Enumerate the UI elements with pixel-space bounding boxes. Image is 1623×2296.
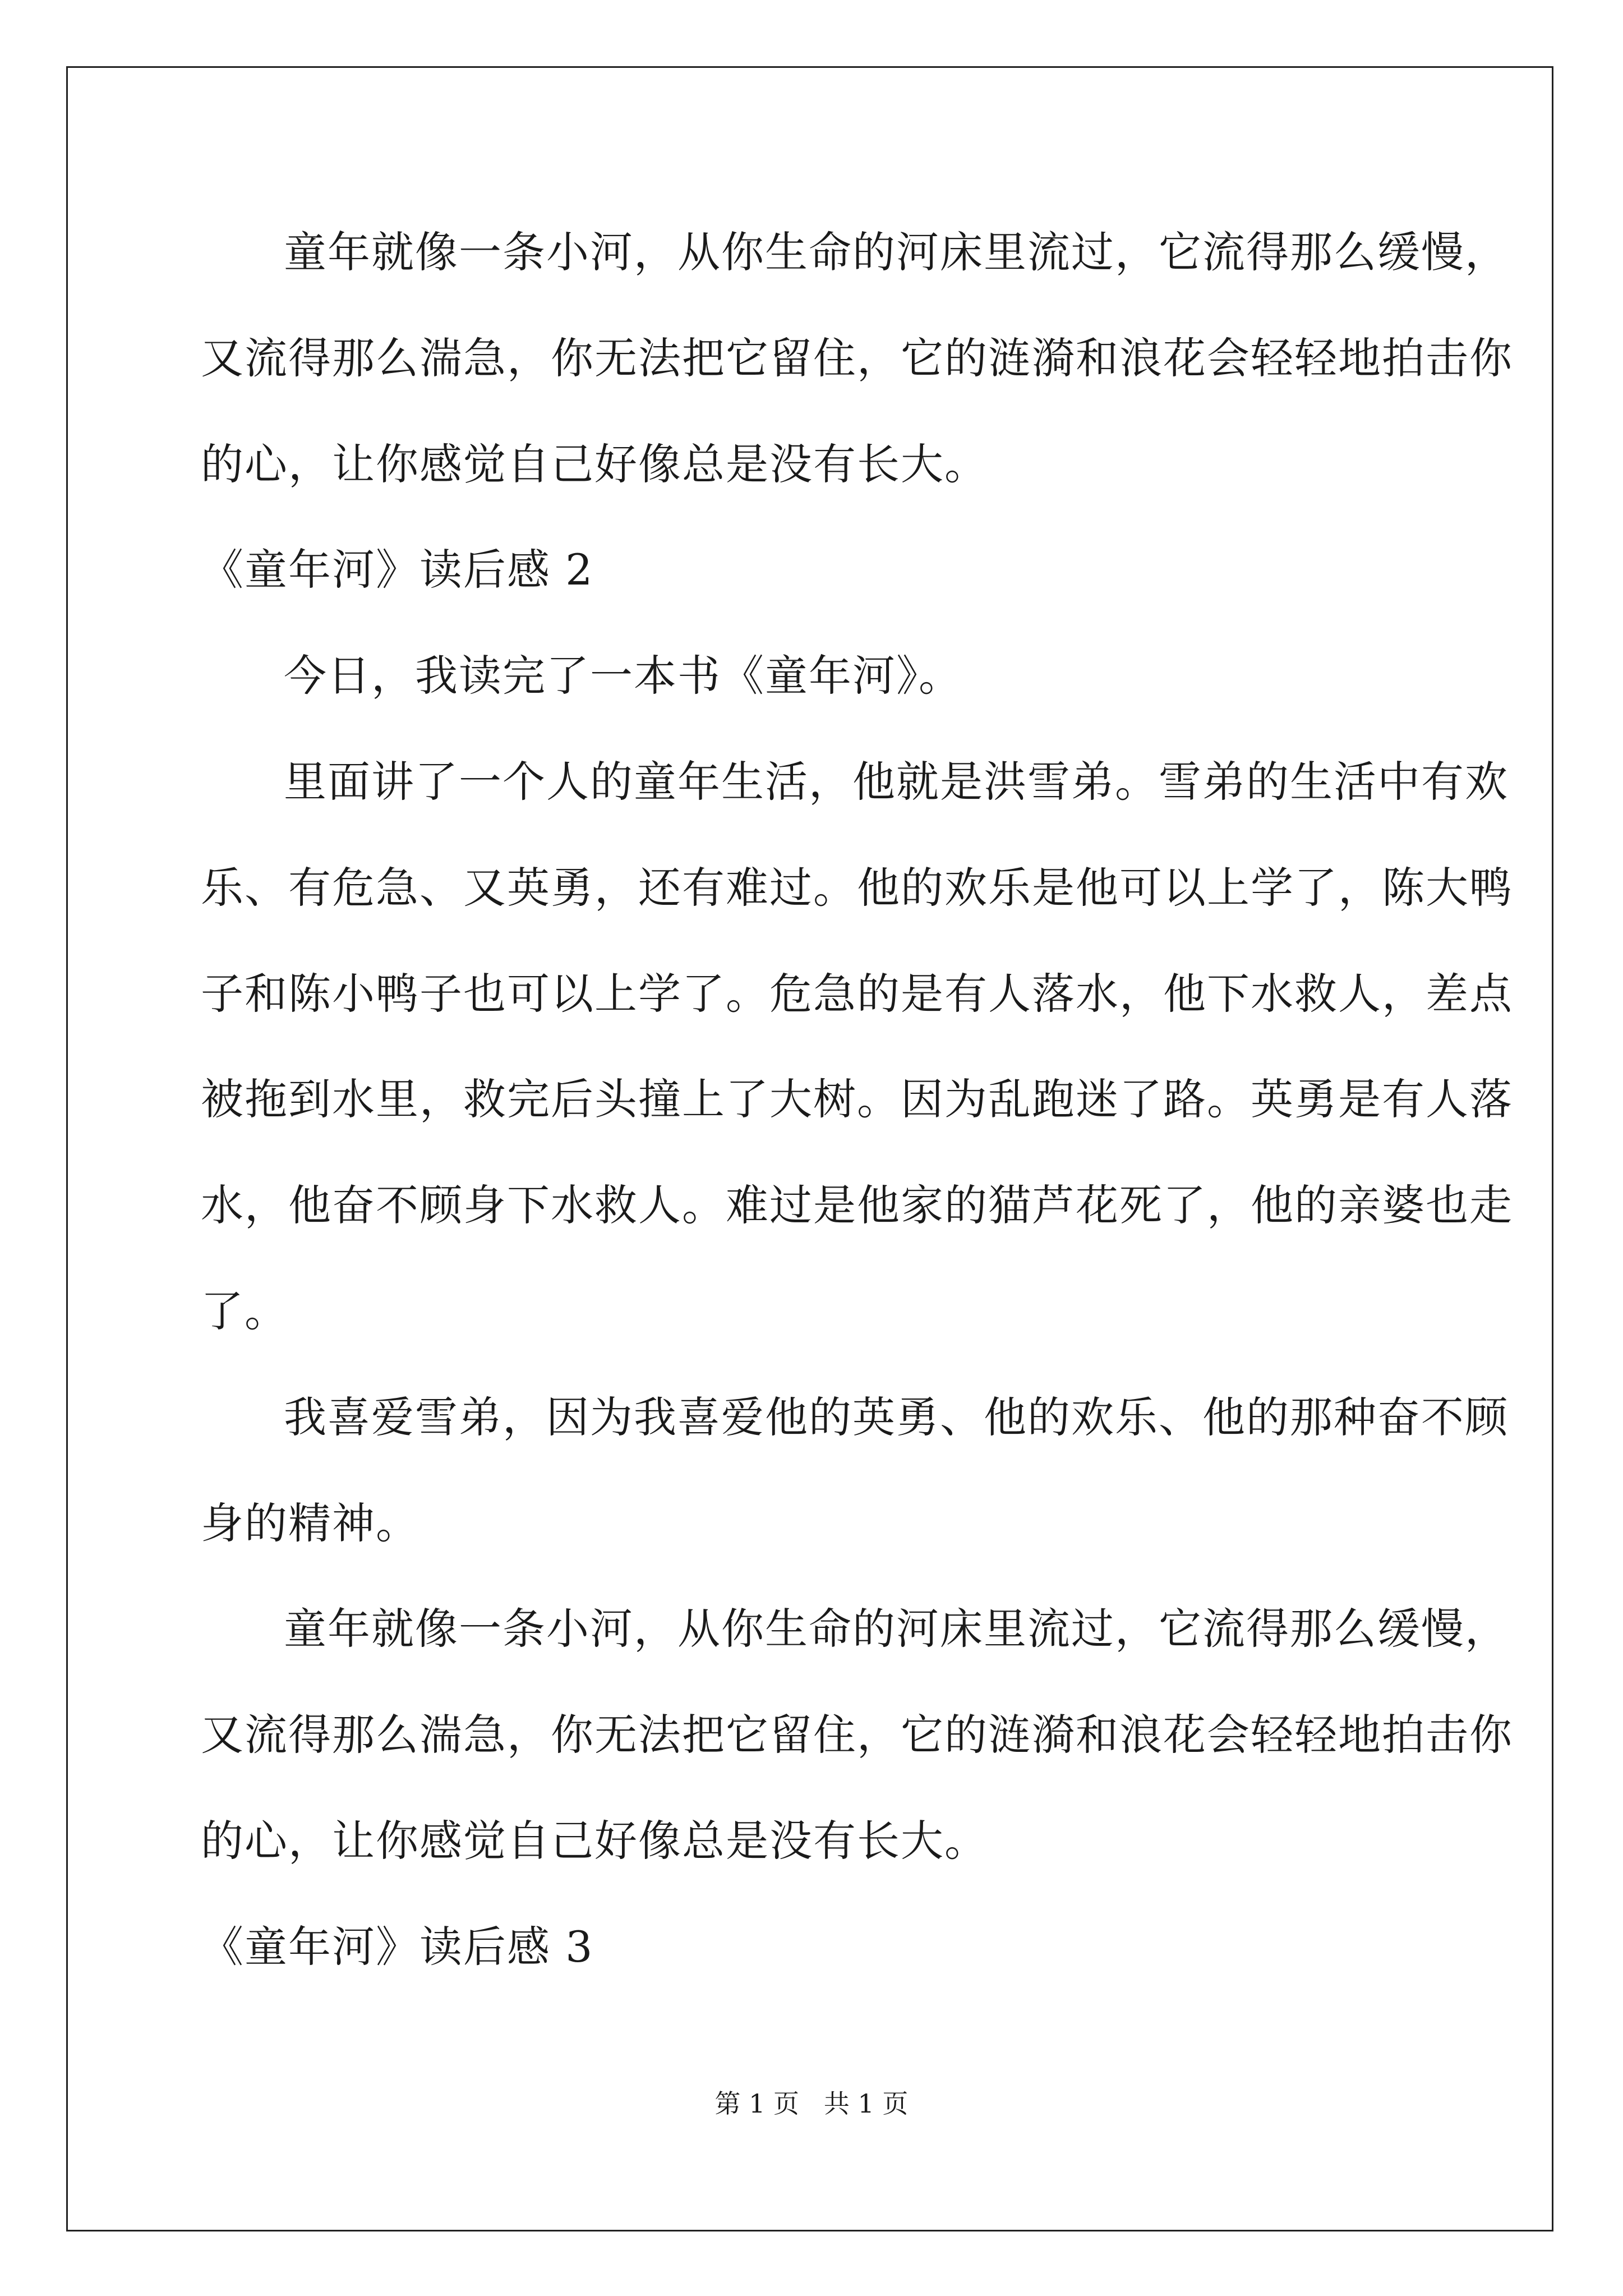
paragraph-line: 童年就像一条小河，从你生命的河床里流过，它流得那么缓慢， <box>284 227 1509 277</box>
section-heading: 《童年河》读后感 3 <box>201 1922 594 1972</box>
paragraph-line: 的心，让你感觉自己好像总是没有长大。 <box>201 439 988 489</box>
paragraph-line: 今日，我读完了一本书《童年河》。 <box>284 651 962 701</box>
paragraph-line: 又流得那么湍急，你无法把它留住，它的涟漪和浪花会轻轻地拍击你 <box>201 333 1513 383</box>
paragraph-line: 身的精神。 <box>201 1498 419 1548</box>
paragraph-line: 被拖到水里，救完后头撞上了大树。因为乱跑迷了路。英勇是有人落 <box>201 1074 1513 1124</box>
paragraph-line: 又流得那么湍急，你无法把它留住，它的涟漪和浪花会轻轻地拍击你 <box>201 1710 1513 1760</box>
paragraph-line: 了。 <box>201 1286 288 1336</box>
paragraph-line: 的心，让你感觉自己好像总是没有长大。 <box>201 1816 988 1866</box>
paragraph-line: 我喜爱雪弟，因为我喜爱他的英勇、他的欢乐、他的那种奋不顾 <box>284 1392 1509 1442</box>
paragraph-line: 乐、有危急、又英勇，还有难过。他的欢乐是他可以上学了，陈大鸭 <box>201 863 1513 913</box>
paragraph-line: 里面讲了一个人的童年生活，他就是洪雪弟。雪弟的生活中有欢 <box>284 757 1509 807</box>
section-heading: 《童年河》读后感 2 <box>201 545 594 595</box>
page-border <box>66 66 1553 2231</box>
paragraph-line: 水，他奋不顾身下水救人。难过是他家的猫芦花死了，他的亲婆也走 <box>201 1180 1513 1230</box>
paragraph-line: 子和陈小鸭子也可以上学了。危急的是有人落水，他下水救人，差点 <box>201 969 1513 1019</box>
paragraph-line: 童年就像一条小河，从你生命的河床里流过，它流得那么缓慢， <box>284 1604 1509 1654</box>
page-footer: 第 1 页 共 1 页 <box>714 2088 909 2119</box>
